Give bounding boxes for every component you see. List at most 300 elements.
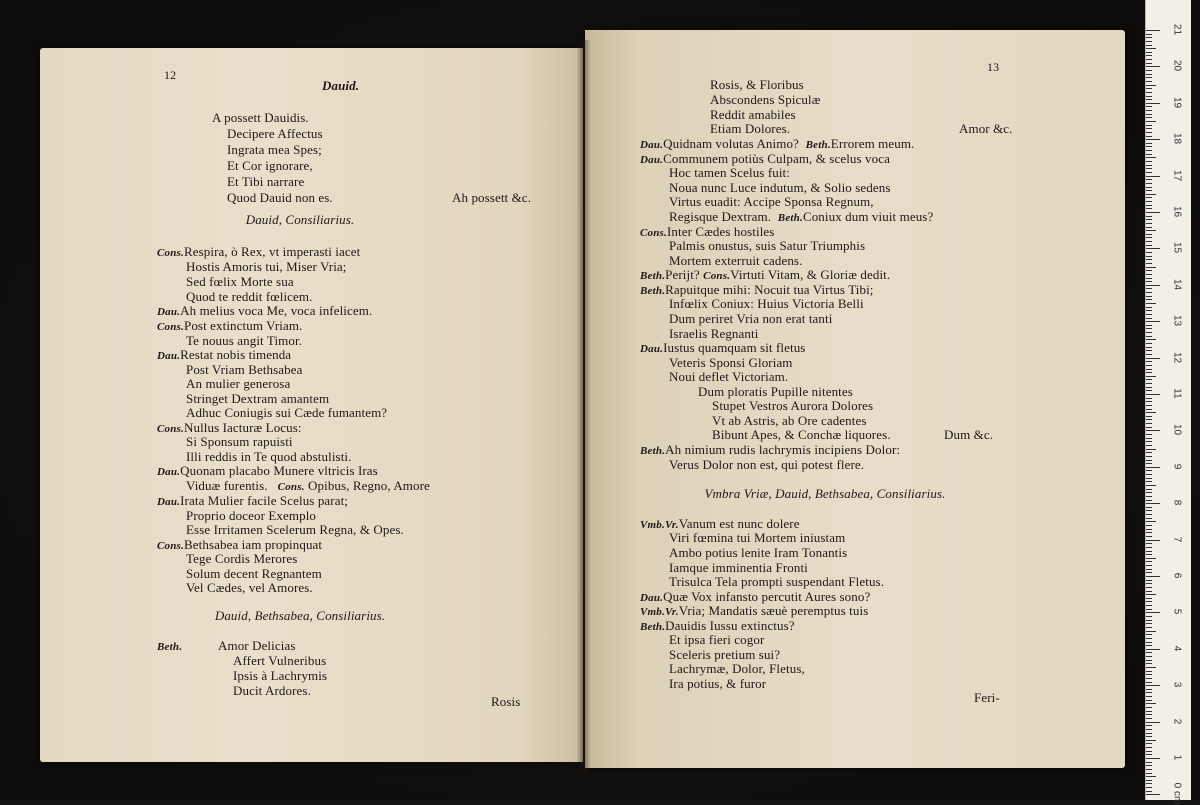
ruler-tick <box>1146 165 1152 166</box>
ruler-tick <box>1146 299 1152 300</box>
speaker-label: Cons. <box>277 481 305 493</box>
text-line: Amor Delicias <box>218 638 296 653</box>
dialogue-line: Dau.Restat nobis timenda <box>157 347 292 362</box>
ruler-tick <box>1146 667 1156 668</box>
ruler-tick <box>1146 270 1152 271</box>
ruler-number: 18 <box>1171 133 1183 145</box>
text-line: Quod Dauid non es. <box>227 190 333 205</box>
ruler-number: 14 <box>1171 278 1183 290</box>
ruler-tick <box>1146 747 1152 748</box>
text-line: Reddit amabiles <box>710 107 796 122</box>
text-line: Et Tibi narrare <box>227 174 305 189</box>
ruler-tick <box>1146 696 1152 697</box>
dialogue-line: Dau.Irata Mulier facile Scelus parat; <box>157 493 349 508</box>
ruler-tick <box>1146 146 1152 147</box>
dialogue-line: Sceleris pretium sui? <box>669 647 781 662</box>
speaker-label: Cons. <box>640 227 667 239</box>
ruler-tick <box>1146 241 1152 242</box>
ruler-tick <box>1146 288 1152 289</box>
text-line: Etiam Dolores. <box>710 121 791 136</box>
ruler-tick <box>1146 369 1152 370</box>
ruler-tick <box>1146 237 1152 238</box>
ruler-number: 2 <box>1171 718 1183 724</box>
running-header: Dauid. <box>322 78 360 93</box>
ruler-tick <box>1146 671 1152 672</box>
ruler-number: 16 <box>1171 205 1183 218</box>
dialogue-line: Beth.Dauidis Iussu extinctus? <box>640 618 795 633</box>
ruler-number: 6 <box>1171 572 1183 579</box>
scene-heading: Vmbra Vriæ, Dauid, Bethsabea, Consiliarius. <box>704 486 946 501</box>
ruler-tick <box>1146 780 1152 781</box>
ruler-tick <box>1146 187 1152 188</box>
ruler-tick <box>1146 154 1152 155</box>
ruler-tick <box>1146 179 1152 180</box>
dialogue-line: Beth.Rapuitque mihi: Nocuit tua Virtus Tibi; <box>640 282 874 297</box>
ruler-tick <box>1146 216 1152 217</box>
dialogue-line: Viri fœmina tui Mortem iniustam <box>669 530 846 545</box>
ruler-tick <box>1146 325 1152 326</box>
ruler-tick <box>1146 176 1160 177</box>
ruler-tick <box>1146 412 1156 413</box>
dialogue-line: Beth.Ah nimium rudis lachrymis incipiens Dolor: <box>640 442 901 457</box>
ruler-tick <box>1146 245 1152 246</box>
dialogue-line: Iamque imminentia Fronti <box>669 560 808 575</box>
ruler-number: 8 <box>1171 499 1183 506</box>
ruler-tick <box>1146 99 1152 100</box>
ruler-tick <box>1146 259 1152 260</box>
dialogue-line: Mortem exterruit cadens. <box>669 253 803 268</box>
ruler-tick <box>1146 722 1160 723</box>
ruler-tick <box>1146 398 1152 399</box>
ruler-number: 4 <box>1171 645 1183 652</box>
ruler-tick <box>1146 416 1152 417</box>
ruler-tick <box>1146 267 1156 268</box>
ruler-tick <box>1146 740 1156 741</box>
ruler-tick <box>1146 361 1152 362</box>
ruler-tick <box>1146 725 1152 726</box>
dialogue-line: Virtus euadit: Accipe Sponsa Regnum, <box>669 194 874 209</box>
speaker-label: Dau. <box>640 154 664 166</box>
ruler-tick <box>1146 591 1152 592</box>
ruler-tick <box>1146 37 1152 38</box>
ruler-tick <box>1146 692 1152 693</box>
song-line: Vt ab Astris, ab Ore cadentes <box>712 413 867 428</box>
ruler-tick <box>1146 263 1152 264</box>
ruler-tick <box>1146 292 1152 293</box>
dialogue-line: Cons.Inter Cædes hostiles <box>640 224 775 239</box>
ruler-tick <box>1146 314 1152 315</box>
ruler-number: 0 cm <box>1171 783 1183 805</box>
ruler-tick <box>1146 565 1152 566</box>
dialogue-line: Dau.Communem potiùs Culpam, & scelus voca <box>640 151 890 166</box>
ruler-tick <box>1146 434 1152 435</box>
ruler-tick <box>1146 718 1152 719</box>
ruler-tick <box>1146 190 1152 191</box>
text-line: Ingrata mea Spes; <box>227 142 322 157</box>
dialogue-line: Tege Cordis Merores <box>186 551 298 566</box>
ruler-tick <box>1146 194 1156 195</box>
ruler-tick <box>1146 66 1160 67</box>
ruler-tick <box>1146 223 1152 224</box>
ruler-tick <box>1146 456 1152 457</box>
measurement-ruler <box>1145 0 1191 805</box>
ruler-tick <box>1146 616 1152 617</box>
ruler-tick <box>1146 339 1156 340</box>
speaker-label: Dau. <box>157 496 181 508</box>
ruler-tick <box>1146 776 1156 777</box>
speaker-label: Cons. <box>157 423 184 435</box>
ruler-tick <box>1146 463 1152 464</box>
ruler-tick <box>1146 256 1152 257</box>
ruler-tick <box>1146 143 1152 144</box>
ruler-tick <box>1146 230 1156 231</box>
ruler-number: 10 <box>1171 424 1183 436</box>
ruler-tick <box>1146 481 1152 482</box>
page-number: 12 <box>164 68 177 82</box>
ruler-tick <box>1146 427 1152 428</box>
dialogue-line: Infœlix Coniux: Huius Victoria Belli <box>669 296 864 311</box>
ruler-tick <box>1146 88 1152 89</box>
ruler-tick <box>1146 609 1152 610</box>
ruler-number: 13 <box>1171 315 1183 327</box>
ruler-tick <box>1146 132 1152 133</box>
ruler-tick <box>1146 183 1152 184</box>
song-line: Dum ploratis Pupille nitentes <box>698 384 853 399</box>
ruler-tick <box>1146 496 1152 497</box>
ruler-tick <box>1146 390 1152 391</box>
refrain: Amor &c. <box>959 121 1013 136</box>
ruler-tick <box>1146 791 1152 792</box>
ruler-tick <box>1146 474 1152 475</box>
dialogue-line: Si Sponsum rapuisti <box>186 434 293 449</box>
dialogue-line: Vmb.Vr.Vria; Mandatis sæuè peremptus tuis <box>640 603 869 618</box>
ruler-tick <box>1146 703 1156 704</box>
ruler-number: 11 <box>1171 388 1183 399</box>
ruler-tick <box>1146 34 1152 35</box>
ruler-tick <box>1146 110 1152 111</box>
ruler-tick <box>1146 558 1156 559</box>
ruler-tick <box>1146 678 1152 679</box>
speaker-label: Beth. <box>157 641 183 653</box>
speaker-label: Beth. <box>640 445 666 457</box>
ruler-tick <box>1146 794 1160 795</box>
dialogue-line: Trisulca Tela prompti suspendant Fletus. <box>669 574 885 589</box>
ruler-number: 9 <box>1171 463 1183 470</box>
ruler-tick <box>1146 634 1152 635</box>
ruler-number: 17 <box>1171 169 1183 181</box>
dialogue-line: Viduæ furentis. Cons. Opibus, Regno, Amore <box>186 478 430 493</box>
ruler-tick <box>1146 627 1152 628</box>
speaker-label: Beth. <box>777 212 803 224</box>
ruler-tick <box>1146 41 1152 42</box>
ruler-tick <box>1146 762 1152 763</box>
ruler-number: 1 <box>1171 754 1183 761</box>
ruler-tick <box>1146 525 1152 526</box>
dialogue-line: Dum periret Vria non erat tanti <box>669 311 833 326</box>
ruler-tick <box>1146 543 1152 544</box>
text-line: Et Cor ignorare, <box>227 158 313 173</box>
ruler-tick <box>1146 660 1152 661</box>
ruler-tick <box>1146 45 1152 46</box>
dialogue-line: Cons.Nullus Iacturæ Locus: <box>157 420 302 435</box>
refrain: Dum &c. <box>944 427 994 442</box>
ruler-tick <box>1146 707 1152 708</box>
ruler-tick <box>1146 296 1152 297</box>
ruler-tick <box>1146 649 1160 650</box>
ruler-tick <box>1146 168 1152 169</box>
ruler-tick <box>1146 674 1152 675</box>
ruler-tick <box>1146 354 1152 355</box>
dialogue-line: Hoc tamen Scelus fuit: <box>669 165 790 180</box>
song-line: Bibunt Apes, & Conchæ liquores. <box>712 427 891 442</box>
ruler-tick <box>1146 700 1152 701</box>
ruler-tick <box>1146 765 1152 766</box>
ruler-tick <box>1146 623 1152 624</box>
ruler-tick <box>1146 376 1156 377</box>
ruler-tick <box>1146 503 1160 504</box>
ruler-tick <box>1146 372 1152 373</box>
dialogue-line: Solum decent Regnantem <box>186 566 322 581</box>
ruler-tick <box>1146 751 1152 752</box>
ruler-tick <box>1146 347 1152 348</box>
ruler-tick <box>1146 77 1152 78</box>
speaker-label: Dau. <box>640 343 664 355</box>
ruler-number: 3 <box>1171 681 1183 688</box>
ruler-tick <box>1146 379 1152 380</box>
ruler-tick <box>1146 103 1160 104</box>
ruler-tick <box>1146 518 1152 519</box>
ruler-tick <box>1146 285 1160 286</box>
ruler-tick <box>1146 336 1152 337</box>
speaker-label: Cons. <box>703 270 731 282</box>
ruler-number: 20 <box>1171 60 1183 72</box>
ruler-tick <box>1146 656 1152 657</box>
ruler-tick <box>1146 70 1152 71</box>
scene-heading: Dauid, Bethsabea, Consiliarius. <box>214 608 386 623</box>
ruler-tick <box>1146 652 1152 653</box>
ruler-tick <box>1146 445 1152 446</box>
ruler-tick <box>1146 332 1152 333</box>
dialogue-line: Adhuc Coniugis sui Cæde fumantem? <box>186 405 388 420</box>
ruler-tick <box>1146 470 1152 471</box>
dialogue-line: Dau.Iustus quamquam sit fletus <box>640 340 806 355</box>
ruler-tick <box>1146 561 1152 562</box>
speaker-label: Beth. <box>805 139 831 151</box>
dialogue-line: Dau.Quæ Vox infansto percutit Aures sono? <box>640 589 871 604</box>
ruler-tick <box>1146 685 1160 686</box>
ruler-tick <box>1146 281 1152 282</box>
speaker-label: Cons. <box>157 247 184 259</box>
ruler-tick <box>1146 278 1152 279</box>
ruler-tick <box>1146 605 1152 606</box>
ruler-tick <box>1146 689 1152 690</box>
dialogue-line: Regisque Dextram. Beth.Coniux dum viuit meus? <box>669 209 934 224</box>
speaker-label: Vmb.Vr. <box>640 606 679 618</box>
speaker-label: Dau. <box>157 350 181 362</box>
ruler-tick <box>1146 48 1156 49</box>
dialogue-line: Vel Cædes, vel Amores. <box>186 580 313 595</box>
ruler-tick <box>1146 81 1152 82</box>
ruler-tick <box>1146 405 1152 406</box>
dialogue-line: Te nouus angit Timor. <box>186 333 303 348</box>
ruler-tick <box>1146 580 1152 581</box>
ruler-tick <box>1146 743 1152 744</box>
ruler-tick <box>1146 358 1160 359</box>
speaker-label: Dau. <box>640 139 664 151</box>
speaker-label: Dau. <box>157 306 181 318</box>
ruler-tick <box>1146 449 1156 450</box>
ruler-tick <box>1146 423 1152 424</box>
ruler-tick <box>1146 663 1152 664</box>
ruler-tick <box>1146 139 1160 140</box>
right-page <box>585 30 1125 768</box>
ruler-tick <box>1146 500 1152 501</box>
dialogue-line: Dau.Quonam placabo Munere vltricis Iras <box>157 463 378 478</box>
ruler-tick <box>1146 492 1152 493</box>
dialogue-line: Cons.Post extinctum Vriam. <box>157 318 303 333</box>
dialogue-line: Noua nunc Luce indutum, & Solio sedens <box>669 180 891 195</box>
ruler-tick <box>1146 489 1152 490</box>
dialogue-line: An mulier generosa <box>186 376 291 391</box>
ruler-tick <box>1146 773 1152 774</box>
page-number: 13 <box>987 60 1000 74</box>
ruler-tick <box>1146 307 1152 308</box>
ruler-tick <box>1146 638 1152 639</box>
ruler-tick <box>1146 478 1152 479</box>
song-line: Stupet Vestros Aurora Dolores <box>712 398 874 413</box>
ruler-tick <box>1146 318 1152 319</box>
ruler-tick <box>1146 136 1152 137</box>
ruler-tick <box>1146 219 1152 220</box>
ruler-tick <box>1146 787 1152 788</box>
ruler-tick <box>1146 365 1152 366</box>
ruler-tick <box>1146 631 1156 632</box>
ruler-tick <box>1146 536 1152 537</box>
left-page <box>40 48 583 762</box>
dialogue-line: Verus Dolor non est, qui potest flere. <box>669 457 865 472</box>
ruler-tick <box>1146 594 1156 595</box>
ruler-tick <box>1146 587 1152 588</box>
ruler-tick <box>1146 601 1152 602</box>
speaker-label: Cons. <box>157 321 184 333</box>
ruler-tick <box>1146 769 1152 770</box>
ruler-tick <box>1146 711 1152 712</box>
ruler-tick <box>1146 85 1156 86</box>
dialogue-line: Ira potius, & furor <box>669 676 767 691</box>
dialogue-line: Palmis onustus, suis Satur Triumphis <box>669 238 866 253</box>
ruler-tick <box>1146 598 1152 599</box>
speaker-label: Cons. <box>157 540 184 552</box>
ruler-tick <box>1146 205 1152 206</box>
speaker-label: Beth. <box>640 270 666 282</box>
ruler-number: 15 <box>1171 242 1183 254</box>
dialogue-line: Ambo potius lenite Iram Tonantis <box>669 545 848 560</box>
scene-heading: Dauid, Consiliarius. <box>245 212 355 227</box>
ruler-tick <box>1146 30 1160 31</box>
ruler-tick <box>1146 532 1152 533</box>
ruler-tick <box>1146 409 1152 410</box>
text-line: Decipere Affectus <box>227 126 323 141</box>
catchword: Rosis <box>491 694 521 709</box>
ruler-tick <box>1146 572 1152 573</box>
ruler-tick <box>1146 485 1156 486</box>
ruler-tick <box>1146 248 1160 249</box>
ruler-tick <box>1146 125 1152 126</box>
dialogue-line: Stringet Dextram amantem <box>186 391 330 406</box>
ruler-tick <box>1146 733 1152 734</box>
ruler-tick <box>1146 642 1152 643</box>
ruler-number: 12 <box>1171 351 1183 363</box>
dialogue-line: Hostis Amoris tui, Miser Vria; <box>186 259 347 274</box>
speaker-label: Vmb.Vr. <box>640 519 679 531</box>
ruler-tick <box>1146 547 1152 548</box>
ruler-tick <box>1146 467 1160 468</box>
ruler-tick <box>1146 529 1152 530</box>
ruler-number: 19 <box>1171 96 1183 108</box>
dialogue-line: Beth.Perijt? Cons.Virtuti Vitam, & Gloriæ dedit. <box>640 267 891 282</box>
ruler-tick <box>1146 96 1152 97</box>
dialogue-line: Lachrymæ, Dolor, Fletus, <box>669 661 805 676</box>
ruler-tick <box>1146 514 1152 515</box>
dialogue-line: Dau.Ah melius voca Me, voca infelicem. <box>157 303 373 318</box>
ruler-tick <box>1146 783 1152 784</box>
text-line: Abscondens Spiculæ <box>710 92 821 107</box>
ruler-tick <box>1146 343 1152 344</box>
ruler-tick <box>1146 507 1152 508</box>
ruler-tick <box>1146 645 1152 646</box>
dialogue-line: Cons.Bethsabea iam propinquat <box>157 537 323 552</box>
ruler-tick <box>1146 92 1152 93</box>
ruler-tick <box>1146 714 1152 715</box>
ruler-number: 5 <box>1171 609 1183 615</box>
ruler-tick <box>1146 150 1152 151</box>
dialogue-line: Noui deflet Victoriam. <box>669 369 789 384</box>
ruler-tick <box>1146 208 1152 209</box>
ruler-tick <box>1146 274 1152 275</box>
catchword: Feri- <box>974 690 1000 705</box>
ruler-tick <box>1146 59 1152 60</box>
ruler-number: 7 <box>1171 536 1183 542</box>
ruler-tick <box>1146 303 1156 304</box>
speaker-label: Beth. <box>640 285 666 297</box>
ruler-tick <box>1146 460 1152 461</box>
ruler-tick <box>1146 620 1152 621</box>
dialogue-line: Et ipsa fieri cogor <box>669 632 765 647</box>
ruler-tick <box>1146 55 1152 56</box>
ruler-tick <box>1146 682 1152 683</box>
dialogue-line: Esse Irritamen Scelerum Regna, & Opes. <box>186 522 404 537</box>
ruler-tick <box>1146 128 1152 129</box>
ruler-tick <box>1146 172 1152 173</box>
ruler-tick <box>1146 52 1152 53</box>
dialogue-line: Israelis Regnanti <box>669 326 759 341</box>
ruler-tick <box>1146 551 1152 552</box>
dialogue-line: Cons.Respira, ò Rex, vt imperasti iacet <box>157 244 361 259</box>
ruler-tick <box>1146 197 1152 198</box>
dialogue-line: Illi reddis in Te quod abstulisti. <box>186 449 352 464</box>
speaker-label: Dau. <box>640 592 664 604</box>
ruler-tick <box>1146 401 1152 402</box>
ruler-tick <box>1146 430 1160 431</box>
ruler-tick <box>1146 438 1152 439</box>
ruler-tick <box>1146 321 1160 322</box>
dialogue-line: Quod te reddit fœlicem. <box>186 289 313 304</box>
dialogue-line: Vmb.Vr.Vanum est nunc dolere <box>640 516 800 531</box>
dialogue-line: Sed fœlix Morte sua <box>186 274 294 289</box>
ruler-tick <box>1146 252 1152 253</box>
text-line: Ducit Ardores. <box>233 683 311 698</box>
dialogue-line: Post Vriam Bethsabea <box>186 362 303 377</box>
